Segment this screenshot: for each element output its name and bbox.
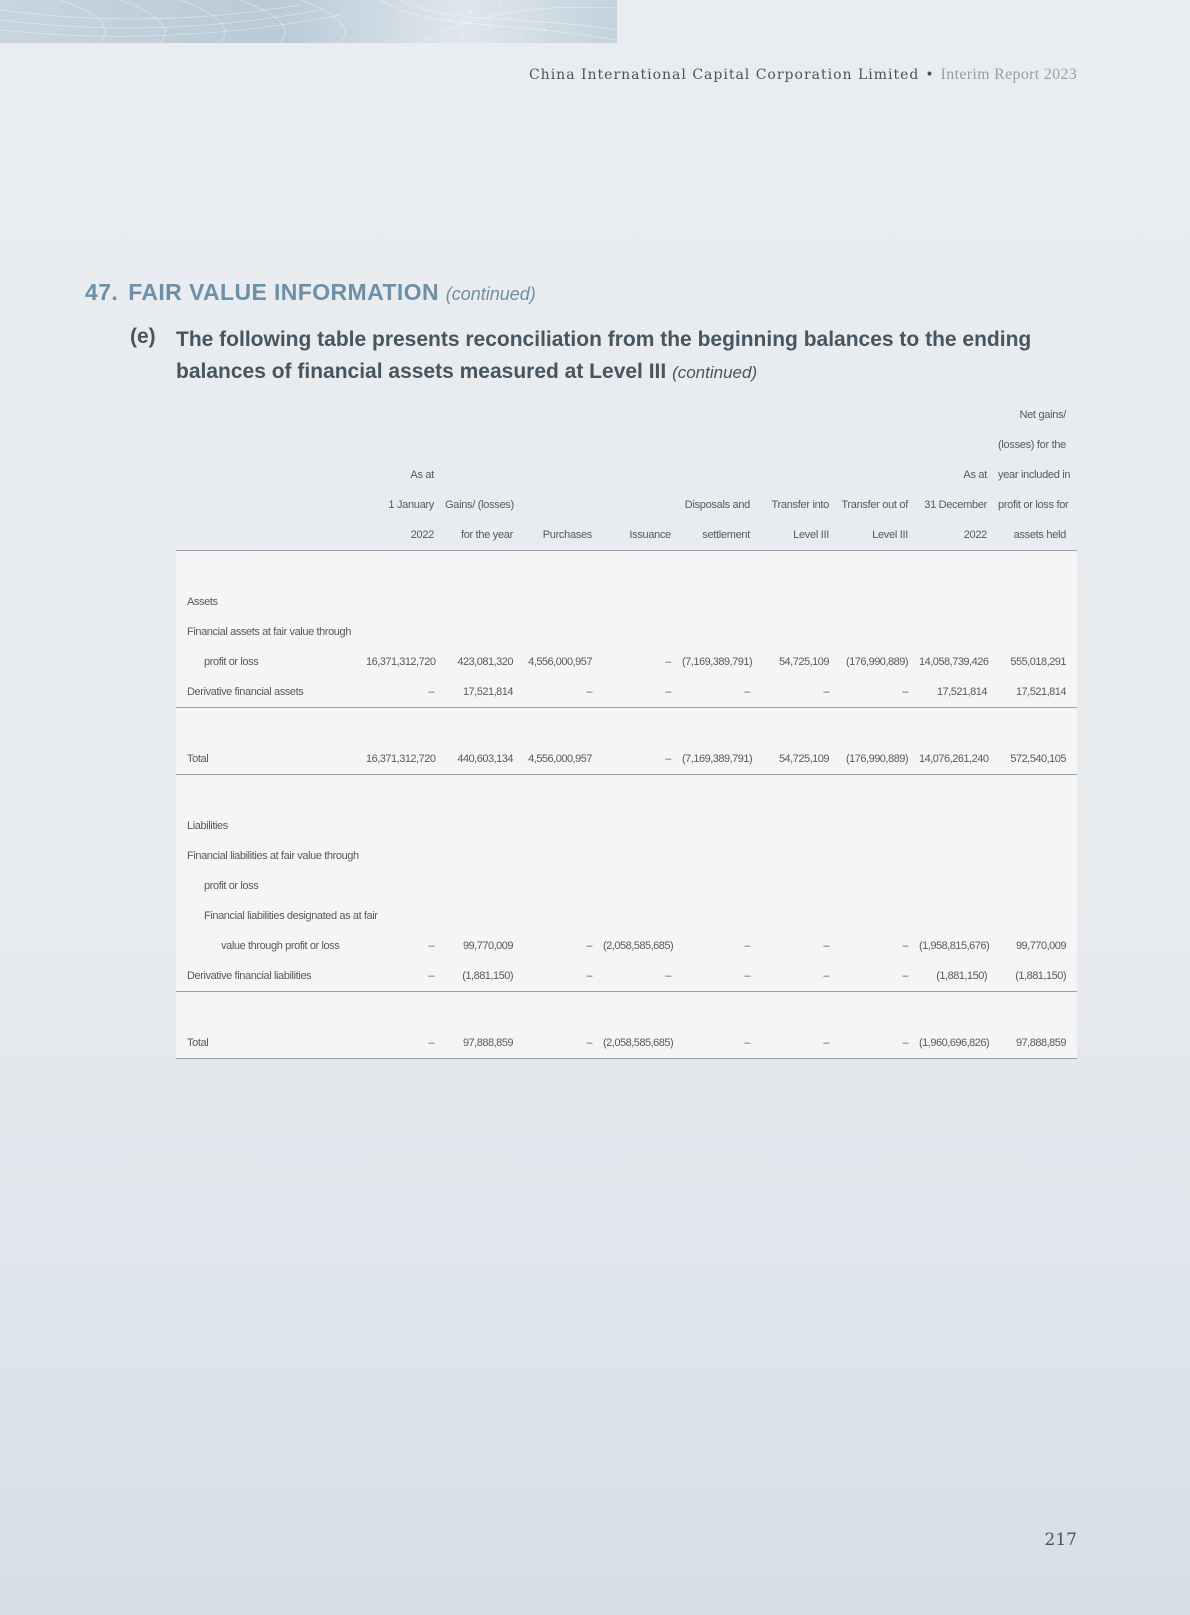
- table-cell: (1,881,150): [998, 961, 1077, 992]
- table-body: [176, 551, 1077, 1059]
- column-header: [524, 460, 603, 490]
- column-header: [176, 400, 366, 430]
- table-cell: –: [682, 961, 761, 992]
- table-cell: [682, 841, 761, 871]
- table-row: [176, 871, 1077, 901]
- section-title: [85, 279, 536, 306]
- column-header: Transfer out of: [841, 499, 908, 511]
- table-cell: 99,770,009: [462, 940, 513, 952]
- table-cell: 54,725,109: [761, 744, 840, 775]
- header-row: [176, 520, 1077, 551]
- table-row: [176, 617, 1077, 647]
- table-row: [176, 841, 1077, 871]
- column-header: Purchases: [524, 520, 603, 551]
- table-cell: [761, 871, 840, 901]
- table-cell: [524, 617, 603, 647]
- column-header: [919, 430, 998, 460]
- column-header: As at: [963, 469, 987, 481]
- table-row: [176, 1028, 1077, 1059]
- table-cell: 97,888,859: [445, 1028, 524, 1059]
- section-number: 47.: [85, 279, 119, 305]
- table-cell: [603, 617, 682, 647]
- table-cell: [840, 871, 919, 901]
- table-row: [176, 961, 1077, 992]
- table-cell: [840, 901, 919, 931]
- subsection-title-text: The following table presents reconciliation from the beginning balances to the ending balances of financial assets measured at Level III: [176, 328, 1032, 383]
- table-row: [176, 931, 1077, 961]
- table-cell: –: [823, 940, 829, 952]
- table-cell: –: [761, 961, 840, 992]
- table-cell: –: [428, 940, 434, 952]
- column-header: [603, 460, 682, 490]
- table-cell: –: [840, 961, 919, 992]
- column-header: [524, 430, 603, 460]
- column-header: profit or loss for: [998, 499, 1069, 511]
- spacer-row: [176, 992, 1077, 1029]
- row-label: Derivative financial liabilities: [176, 961, 366, 992]
- company-name: China International Capital Corporation Limited: [528, 67, 920, 83]
- header-row: [176, 460, 1077, 490]
- column-header: [176, 430, 366, 460]
- table-cell: [603, 841, 682, 871]
- table-cell: [682, 617, 761, 647]
- column-header: Disposals and: [684, 499, 750, 511]
- table-cell: (176,990,889): [846, 656, 908, 668]
- column-header: [366, 400, 445, 430]
- row-label: Liabilities: [187, 820, 228, 832]
- table-cell: [366, 871, 445, 901]
- column-header: [603, 430, 682, 460]
- table-cell: [366, 841, 445, 871]
- table-cell: –: [366, 677, 445, 708]
- table-cell: 16,371,312,720: [366, 656, 436, 668]
- table-cell: 97,888,859: [998, 1028, 1077, 1059]
- table-cell: [445, 901, 524, 931]
- table-cell: [445, 617, 524, 647]
- row-label: profit or loss: [204, 656, 259, 668]
- column-header: [761, 430, 840, 460]
- table-cell: [761, 617, 840, 647]
- table-cell: –: [761, 1028, 840, 1059]
- column-header: [682, 460, 761, 490]
- section-heading-row: [176, 811, 1077, 841]
- column-header: [176, 520, 366, 551]
- spacer-row: [176, 708, 1077, 745]
- table-cell: 572,540,105: [998, 744, 1077, 775]
- column-header: [445, 430, 524, 460]
- column-header: [840, 400, 919, 430]
- table-cell: [524, 841, 603, 871]
- row-label: Derivative financial assets: [176, 677, 366, 708]
- header-row: [176, 400, 1077, 430]
- table-cell: [840, 617, 919, 647]
- table-header: [176, 400, 1077, 551]
- table-cell: [366, 617, 445, 647]
- table-cell: –: [840, 1028, 919, 1059]
- table-cell: –: [682, 677, 761, 708]
- section-continued: (continued): [445, 284, 536, 304]
- table-row: [176, 677, 1077, 708]
- column-header: 1 January: [388, 499, 434, 511]
- column-header: Issuance: [603, 520, 682, 551]
- row-label: Total: [176, 1028, 366, 1059]
- table-cell: 555,018,291: [1010, 656, 1066, 668]
- table-cell: [761, 901, 840, 931]
- table-cell: 440,603,134: [445, 744, 524, 775]
- column-header: [919, 400, 998, 430]
- table-cell: 16,371,312,720: [366, 744, 445, 775]
- table-cell: (1,958,815,676): [919, 940, 990, 952]
- column-header: [603, 490, 682, 520]
- row-label: Financial assets at fair value through: [187, 626, 351, 638]
- table-cell: –: [366, 1028, 445, 1059]
- table-cell: –: [761, 677, 840, 708]
- table-cell: [682, 871, 761, 901]
- section-title-text: FAIR VALUE INFORMATION: [128, 279, 439, 305]
- table-cell: (1,881,150): [919, 961, 998, 992]
- header-row: [176, 490, 1077, 520]
- column-header: Level III: [761, 520, 840, 551]
- column-header: settlement: [682, 520, 761, 551]
- column-header: Net gains/: [1019, 409, 1066, 421]
- column-header: Gains/ (losses): [445, 499, 514, 511]
- subsection-letter: (e): [130, 325, 156, 348]
- running-header: [529, 66, 1077, 84]
- table-row: [176, 647, 1077, 677]
- column-header: [682, 400, 761, 430]
- column-header: [524, 400, 603, 430]
- column-header: [682, 430, 761, 460]
- column-header: 2022: [366, 520, 445, 551]
- table-cell: –: [366, 961, 445, 992]
- column-header: [176, 460, 366, 490]
- table-cell: –: [524, 1028, 603, 1059]
- column-header: assets held: [998, 520, 1077, 551]
- table-cell: [445, 841, 524, 871]
- table-cell: [445, 871, 524, 901]
- table-cell: [524, 871, 603, 901]
- table-cell: 4,556,000,957: [528, 656, 592, 668]
- table-cell: –: [603, 677, 682, 708]
- row-label: Financial liabilities at fair value through: [187, 850, 359, 862]
- table-cell: [919, 617, 998, 647]
- table-cell: 423,081,320: [457, 656, 513, 668]
- table-cell: [998, 871, 1077, 901]
- row-label: profit or loss: [204, 880, 259, 892]
- column-header: [840, 460, 919, 490]
- header-row: [176, 430, 1077, 460]
- table-cell: [840, 841, 919, 871]
- table-cell: 17,521,814: [919, 677, 998, 708]
- column-header: [445, 400, 524, 430]
- table-cell: –: [586, 940, 592, 952]
- column-header: [366, 430, 445, 460]
- table-row: [176, 901, 1077, 931]
- table-row: [176, 744, 1077, 775]
- column-header: [840, 430, 919, 460]
- page-number: 217: [1044, 1530, 1077, 1550]
- column-header: As at: [410, 469, 434, 481]
- row-label: value through profit or loss: [221, 940, 340, 952]
- column-header: 2022: [919, 520, 998, 551]
- row-label: Financial liabilities designated as at fair: [204, 910, 378, 922]
- column-header: [761, 400, 840, 430]
- table-cell: (7,169,389,791): [682, 656, 753, 668]
- table-cell: [603, 871, 682, 901]
- subsection-title: [176, 324, 1076, 389]
- table-cell: –: [524, 961, 603, 992]
- reconciliation-table: [176, 400, 1077, 1059]
- column-header: year included in: [998, 469, 1071, 481]
- section-heading-row: [176, 587, 1077, 617]
- column-header: [176, 490, 366, 520]
- table-cell: [761, 841, 840, 871]
- row-label: Total: [176, 744, 366, 775]
- table-cell: [998, 617, 1077, 647]
- table-cell: –: [902, 940, 908, 952]
- table-cell: (1,881,150): [445, 961, 524, 992]
- table-cell: (2,058,585,685): [603, 940, 674, 952]
- row-label: Assets: [187, 596, 218, 608]
- table-cell: 4,556,000,957: [524, 744, 603, 775]
- report-name: Interim Report 2023: [940, 66, 1077, 83]
- table-cell: (176,990,889): [840, 744, 919, 775]
- table-cell: –: [840, 677, 919, 708]
- column-header: (losses) for the: [998, 439, 1066, 451]
- table-cell: –: [744, 940, 750, 952]
- table-cell: [524, 901, 603, 931]
- table-cell: [919, 901, 998, 931]
- table-cell: 99,770,009: [1015, 940, 1066, 952]
- table-cell: [919, 871, 998, 901]
- table-cell: [603, 901, 682, 931]
- column-header: Level III: [840, 520, 919, 551]
- table-cell: 14,076,261,240: [919, 744, 998, 775]
- column-header: [524, 490, 603, 520]
- column-header: [761, 460, 840, 490]
- spacer-row: [176, 775, 1077, 812]
- table-cell: –: [603, 961, 682, 992]
- table-cell: –: [682, 1028, 761, 1059]
- column-header: [445, 460, 524, 490]
- table-cell: (7,169,389,791): [682, 744, 761, 775]
- table-cell: –: [603, 744, 682, 775]
- subsection-continued: (continued): [672, 363, 758, 382]
- column-header: [603, 400, 682, 430]
- column-header: for the year: [445, 520, 524, 551]
- spacer-row: [176, 551, 1077, 588]
- column-header: Transfer into: [771, 499, 829, 511]
- header-banner-image: [0, 0, 617, 43]
- table-cell: [998, 901, 1077, 931]
- table-cell: 17,521,814: [445, 677, 524, 708]
- table-cell: 54,725,109: [778, 656, 829, 668]
- table-cell: (1,960,696,826): [919, 1028, 998, 1059]
- header-separator: •: [925, 67, 935, 83]
- column-header: 31 December: [924, 499, 987, 511]
- table-cell: –: [524, 677, 603, 708]
- table-cell: [682, 901, 761, 931]
- table-cell: 14,058,739,426: [919, 656, 989, 668]
- table-cell: [919, 841, 998, 871]
- table-cell: –: [665, 656, 671, 668]
- table-cell: (2,058,585,685): [603, 1028, 682, 1059]
- table-cell: [998, 841, 1077, 871]
- table-cell: 17,521,814: [998, 677, 1077, 708]
